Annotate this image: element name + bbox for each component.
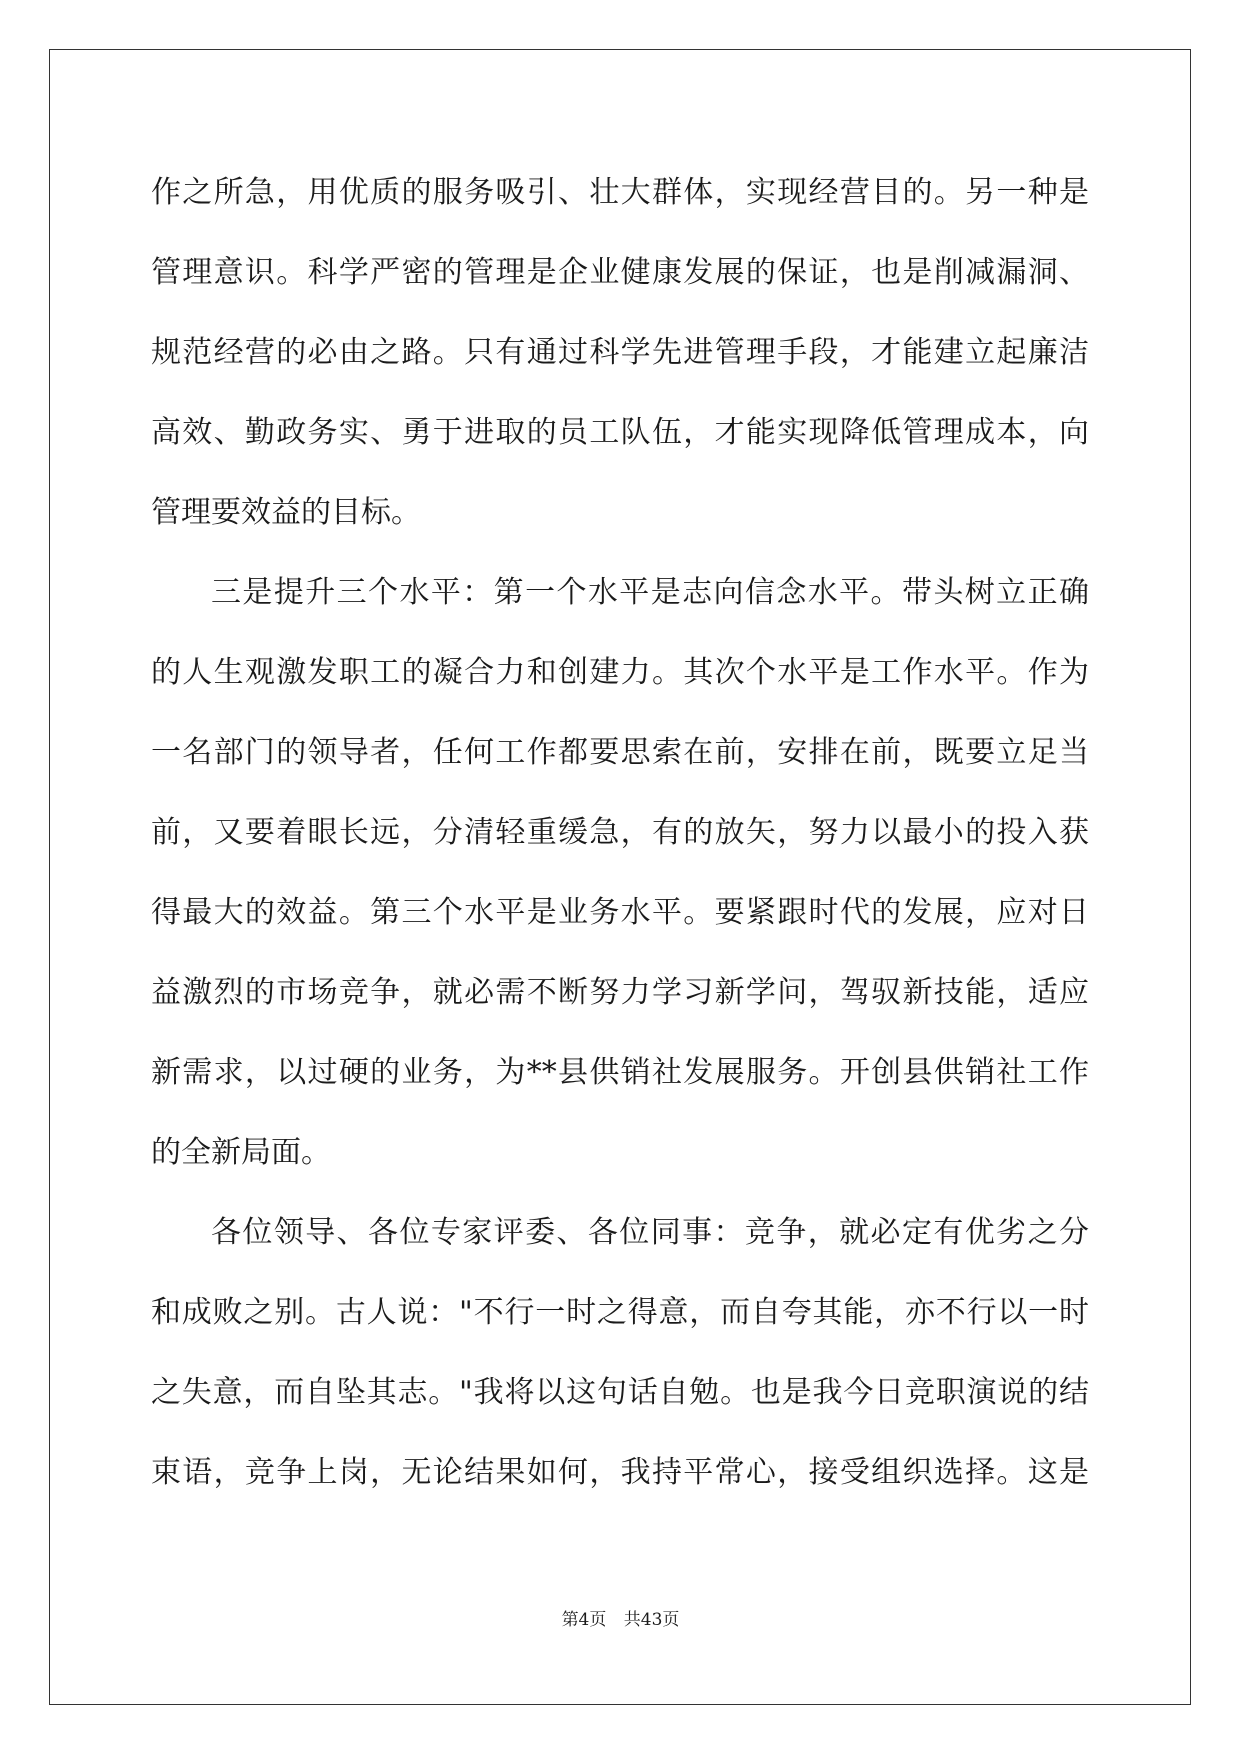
text-line: 的全新局面。	[151, 1135, 331, 1170]
text-line: 之失意，而自坠其志。"我将以这句话自勉。也是我今日竞职演说的结	[151, 1375, 1089, 1410]
text-line: 规范经营的必由之路。只有通过科学先进管理手段，才能建立起廉洁	[151, 335, 1089, 370]
text-line: 和成败之别。古人说："不行一时之得意，而自夸其能，亦不行以一时	[151, 1295, 1089, 1330]
text-line: 各位领导、各位专家评委、各位同事：竞争，就必定有优劣之分	[211, 1215, 1089, 1250]
document-body	[151, 166, 1089, 1526]
text-line: 的人生观激发职工的凝合力和创建力。其次个水平是工作水平。作为	[151, 655, 1089, 690]
text-line: 前，又要着眼长远，分清轻重缓急，有的放矢，努力以最小的投入获	[151, 815, 1089, 850]
page-number: 第4页	[561, 1610, 607, 1630]
text-line: 三是提升三个水平：第一个水平是志向信念水平。带头树立正确	[211, 575, 1089, 610]
text-line: 管理意识。科学严密的管理是企业健康发展的保证，也是削减漏洞、	[151, 255, 1089, 290]
text-line: 一名部门的领导者，任何工作都要思索在前，安排在前，既要立足当	[151, 735, 1089, 770]
text-line: 作之所急，用优质的服务吸引、壮大群体，实现经营目的。另一种是	[151, 175, 1089, 210]
text-line: 管理要效益的目标。	[151, 495, 421, 530]
text-line: 高效、勤政务实、勇于进取的员工队伍，才能实现降低管理成本，向	[151, 415, 1089, 450]
page-footer	[0, 1605, 1241, 1630]
text-line: 束语，竞争上岗，无论结果如何，我持平常心，接受组织选择。这是	[151, 1455, 1089, 1490]
text-line: 新需求，以过硬的业务，为**县供销社发展服务。开创县供销社工作	[151, 1055, 1089, 1090]
page-total: 共43页	[623, 1610, 680, 1630]
text-line: 益激烈的市场竞争，就必需不断努力学习新学问，驾驭新技能，适应	[151, 975, 1089, 1010]
text-line: 得最大的效益。第三个水平是业务水平。要紧跟时代的发展，应对日	[151, 895, 1089, 930]
